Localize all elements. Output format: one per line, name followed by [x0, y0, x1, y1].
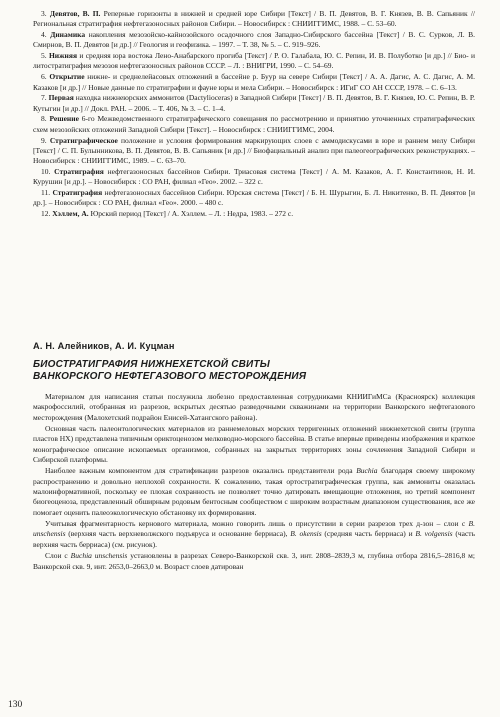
page-number: 130 [8, 700, 23, 710]
paragraph: Основная часть палеонтологических материалов из раннемеловых морских терригенных отложений нижнехетской свиты (группа пластов НХ) представлена типичным ориктоценозом мелководно-морского бассейна. В статье впервые приведены изображения и краткое монографическое описание ископаемых организмов, собранных на закрытых территориях зоны сочленения Западной Сибири и Сибирской платформы. [33, 424, 475, 464]
title-line: БИОСТРАТИГРАФИЯ НИЖНЕХЕТСКОЙ СВИТЫ [33, 359, 270, 370]
reference-item: 8. Решение 6-го Межведомственного стратиграфического совещания по рассмотрению и принятию уточненных стратиграфических схем мезозойских отложений Западной Сибири [Текст]. – Новосибирск : СНИИГГИМС, 2004. [33, 114, 475, 134]
article-body [33, 392, 475, 573]
reference-item: 12. Хэллем, А. Юрский период [Текст] / А. Хэллем. – Л. : Недра, 1983. – 272 с. [41, 209, 294, 219]
reference-item: 7. Первая находка нижнеюрских аммонитов (Dactylioceras) в Западной Сибири [Текст] / В. П. Девятов, В. Г. Князев, Ю. С. Репин, В. Р. Кутыгин [и др.] // Докл. РАН. – 2006. – Т. 406, № 3. – С. 1–4. [33, 93, 475, 113]
paragraph: Учитывая фрагментарность кернового материала, можно говорить лишь о присутствии в серии разрезов трех д-зон – слои с B. unschensis (верхняя часть верхневолжского подъяруса и основание берриаса), B. okensis (средняя часть берриаса) и B. volgensis (часть верхняя часть берриаса) (см. рисунок). [33, 519, 475, 549]
reference-list [33, 9, 475, 220]
reference-item: 10. Стратиграфия нефтегазоносных бассейнов Сибири. Триасовая система [Текст] / А. М. Казаков, А. Г. Константинов, Н. И. Курушин [и др.]. – Новосибирск : СО РАН, филиал «Гео». 2002. – 322 с. [33, 166, 475, 187]
reference-item: 6. Открытие нижне- и среднелейасовых отложений в бассейне р. Буур на севере Сибири [Текст] / А. А. Дагис, А. С. Дагис, А. М. Казаков [и др.] // Новые данные по стратиграфии и фауне юры и мела Сибири. – Новосибирск : ИГиГ СО АН СССР, 1978. – С. 6–13. [33, 72, 476, 92]
reference-item: 4. Динамика накопления мезозойско-кайнозойского осадочного слоя Западно-Сибирского бассейна [Текст] / В. С. Сурков, Л. В. Смирнов, В. П. Девятов [и др.] // Геология и геофизика. – 1997. – Т. 38, № 5. – С. 919–926. [33, 30, 475, 50]
article-title [33, 359, 473, 383]
reference-item: 11. Стратиграфия нефтегазоносных бассейнов Сибири. Юрская система [Текст] / Б. Н. Шурыгин, Б. Л. Никитенко, В. П. Девятов [и др.]. – Новосибирск : СО РАН, филиал «Гео». 2000. – 480 с. [33, 188, 476, 208]
paragraph: Материалом для написания статьи послужила любезно предоставленная сотрудниками КНИИГиМСа (Красноярск) коллекция макрофоссилий, отобранная из разрезов, вскрытых десятью разведочными скважинами на территории Ванкорского нефтегазового месторождения (Малохетский подрайон Енисей-Хатангского района). [33, 392, 475, 422]
article-authors: А. Н. Алейников, А. И. Куцман [33, 341, 175, 351]
reference-item: 3. Девятов, В. П. Реперные горизонты в нижней и средней юре Сибири [Текст] / В. П. Девятов, В. Г. Князев, В. В. Сапьяник // Региональная стратиграфия нефтегазоносных районов Сибири. – Новосибирск : СНИИГГИМС, 1988. – С. 53–60. [33, 9, 475, 29]
paragraph: Наиболее важным компонентом для стратификации разрезов оказались представители рода Buchia благодаря своему широкому распространению и довольно неплохой сохранности. К сожалению, такая ортостратиграфическая группа, как аммониты оказалась малоинформативной, поскольку ее плохая сохранность не позволяет точно датировать вмещающие отложения, но третий компонент биогеоценоза, представленный обширным родовым бентосным сообществом с широким возрастным диапазоном существования, все же помогает оценить палеоэкологическую обстановку их формирования. [33, 466, 475, 517]
paragraph: Слои с Buchia unschensis установлены в разрезах Северо-Ванкорской скв. 3, инт. 2808–2839,3 м, глубина отбора 2816,5–2816,8 м; Ванкорской скв. 9, инт. 2653,0–2663,0 м. Возраст слоев датирован [33, 551, 475, 571]
reference-item: 9. Стратиграфическое положение и условия формирования маркирующих слоев с аммодискусами в юре и раннем мелу Сибири [Текст] / С. П. Булынникова, В. П. Девятов, В. В. Сапьяник [и др.] // Биофациальный анализ при палеогеографических реконструкциях. – Новосибирск : СНИИГГИМС, 1989. – С. 63–70. [33, 135, 476, 166]
title-line: ВАНКОРСКОГО НЕФТЕГАЗОВОГО МЕСТОРОЖДЕНИЯ [33, 371, 307, 382]
reference-item: 5. Нижняя и средняя юра востока Лено-Анабарского прогиба [Текст] / Р. О. Галабала, Ю. С. Репин, И. В. Полуботко [и др.] // Био- и литостратиграфия мезозоя нефтегазоносных районов СССР. – Л. : ВНИГРИ, 1990. – С. 54–69. [33, 51, 476, 71]
